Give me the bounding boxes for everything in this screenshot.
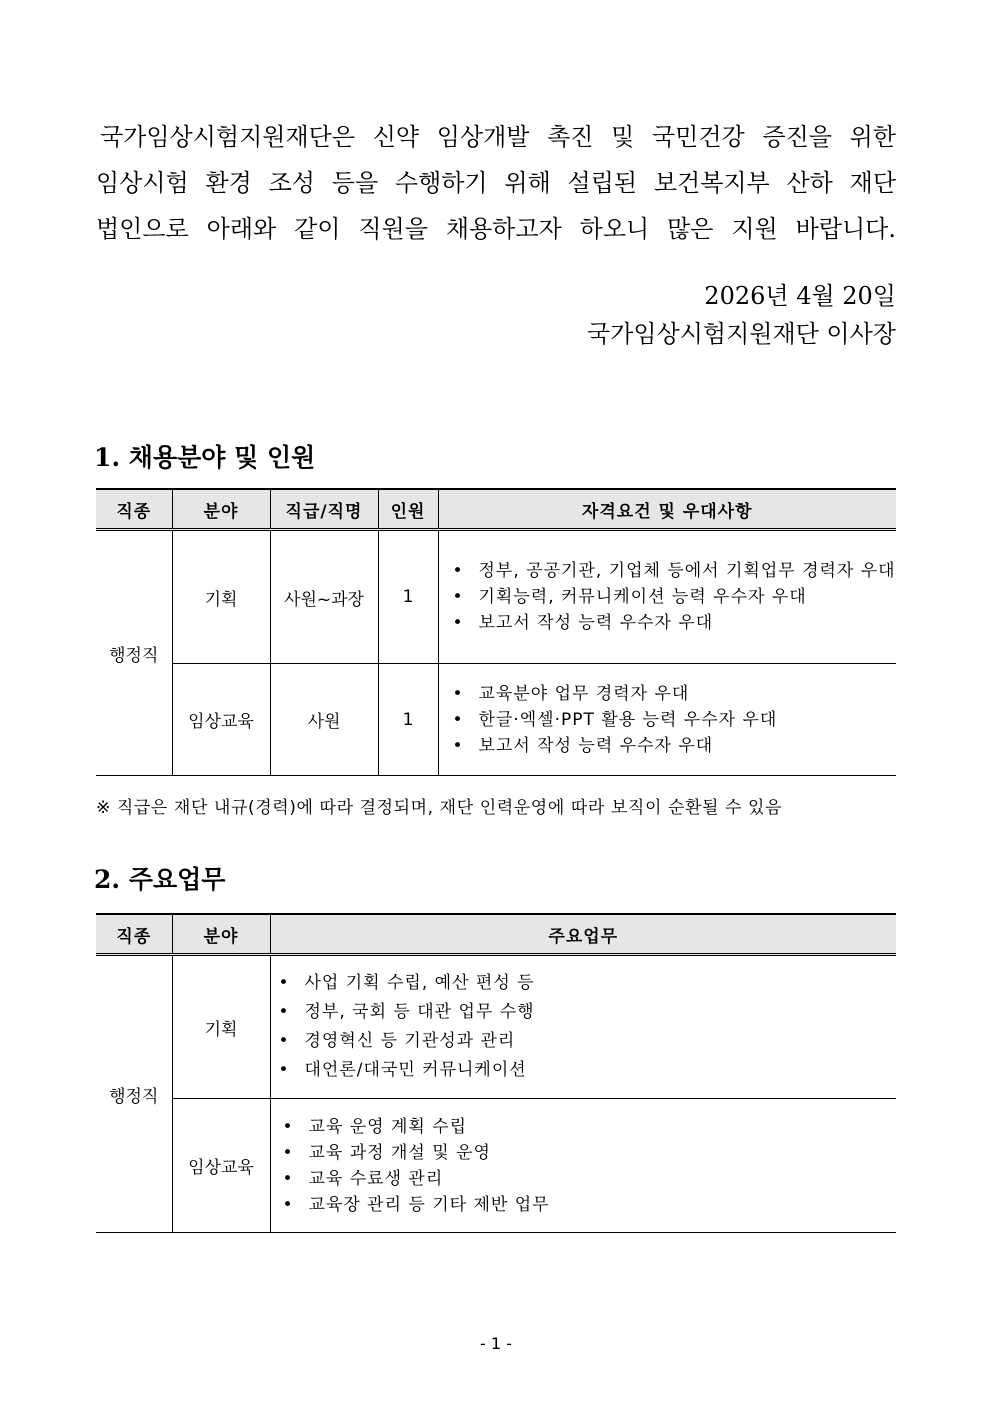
- count-cell: 1: [378, 664, 438, 776]
- field-cell: 임상교육: [172, 1099, 270, 1233]
- intro-paragraph: [96, 114, 896, 252]
- list-item: • 보고서 작성 능력 우수자 우대: [451, 733, 897, 759]
- header-job-type: 직종: [96, 489, 172, 530]
- list-item: • 교육 과정 개설 및 운영: [281, 1140, 897, 1166]
- list-item: • 보고서 작성 능력 우수자 우대: [451, 610, 897, 636]
- table-header-row: [96, 489, 896, 530]
- job-type-cell: 행정직: [96, 530, 172, 776]
- header-duties: 주요업무: [270, 914, 896, 955]
- list-item: • 정부, 국회 등 대관 업무 수행: [277, 998, 897, 1027]
- header-count: 인원: [378, 489, 438, 530]
- list-item: • 교육분야 업무 경력자 우대: [451, 681, 897, 707]
- header-field: 분야: [172, 914, 270, 955]
- announcement-date: 2026년 4월 20일: [704, 282, 896, 310]
- list-item: • 한글·엑셀·PPT 활용 능력 우수자 우대: [451, 707, 897, 733]
- list-item: • 대언론/대국민 커뮤니케이션: [277, 1056, 897, 1085]
- recruitment-table: [96, 488, 896, 776]
- section-2-title: 2. 주요업무: [94, 865, 226, 894]
- page-number: - 1 -: [480, 1334, 512, 1353]
- grade-cell: 사원~과장: [270, 530, 378, 664]
- list-item: • 교육 운영 계획 수립: [281, 1114, 897, 1140]
- intro-line: 국가임상시험지원재단은 신약 임상개발 촉진 및 국민건강 증진을 위한: [100, 123, 896, 151]
- table-header-row: [96, 914, 896, 955]
- grade-cell: 사원: [270, 664, 378, 776]
- header-job-type: 직종: [96, 914, 172, 955]
- grade-note: ※ 직급은 재단 내규(경력)에 따라 결정되며, 재단 인력운영에 따라 보직이 순환될 수 있음: [96, 798, 783, 818]
- duties-cell: [270, 955, 896, 1099]
- section-1-title: 1. 채용분야 및 인원: [94, 443, 316, 472]
- table-row: [96, 1099, 896, 1233]
- list-item: • 정부, 공공기관, 기업체 등에서 기획업무 경력자 우대: [451, 558, 897, 584]
- list-item: • 경영혁신 등 기관성과 관리: [277, 1027, 897, 1056]
- header-requirements: 자격요건 및 우대사항: [438, 489, 896, 530]
- requirements-cell: [438, 530, 896, 664]
- intro-line: 법인으로 아래와 같이 직원을 채용하고자 하오니 많은 지원 바랍니다.: [96, 215, 896, 243]
- list-item: • 교육장 관리 등 기타 제반 업무: [281, 1192, 897, 1218]
- list-item: • 교육 수료생 관리: [281, 1166, 897, 1192]
- count-cell: 1: [378, 530, 438, 664]
- duties-cell: [270, 1099, 896, 1233]
- field-cell: 기획: [172, 530, 270, 664]
- signer: 국가임상시험지원재단 이사장: [586, 320, 896, 348]
- table-row: [96, 664, 896, 776]
- field-cell: 임상교육: [172, 664, 270, 776]
- field-cell: 기획: [172, 955, 270, 1099]
- job-type-cell: 행정직: [96, 955, 172, 1233]
- intro-line: 임상시험 환경 조성 등을 수행하기 위해 설립된 보건복지부 산하 재단: [96, 169, 896, 197]
- header-grade: 직급/직명: [270, 489, 378, 530]
- duties-table: [96, 913, 896, 1233]
- table-row: [96, 530, 896, 664]
- list-item: • 사업 기획 수립, 예산 편성 등: [277, 969, 897, 998]
- header-field: 분야: [172, 489, 270, 530]
- requirements-cell: [438, 664, 896, 776]
- table-row: [96, 955, 896, 1099]
- list-item: • 기획능력, 커뮤니케이션 능력 우수자 우대: [451, 584, 897, 610]
